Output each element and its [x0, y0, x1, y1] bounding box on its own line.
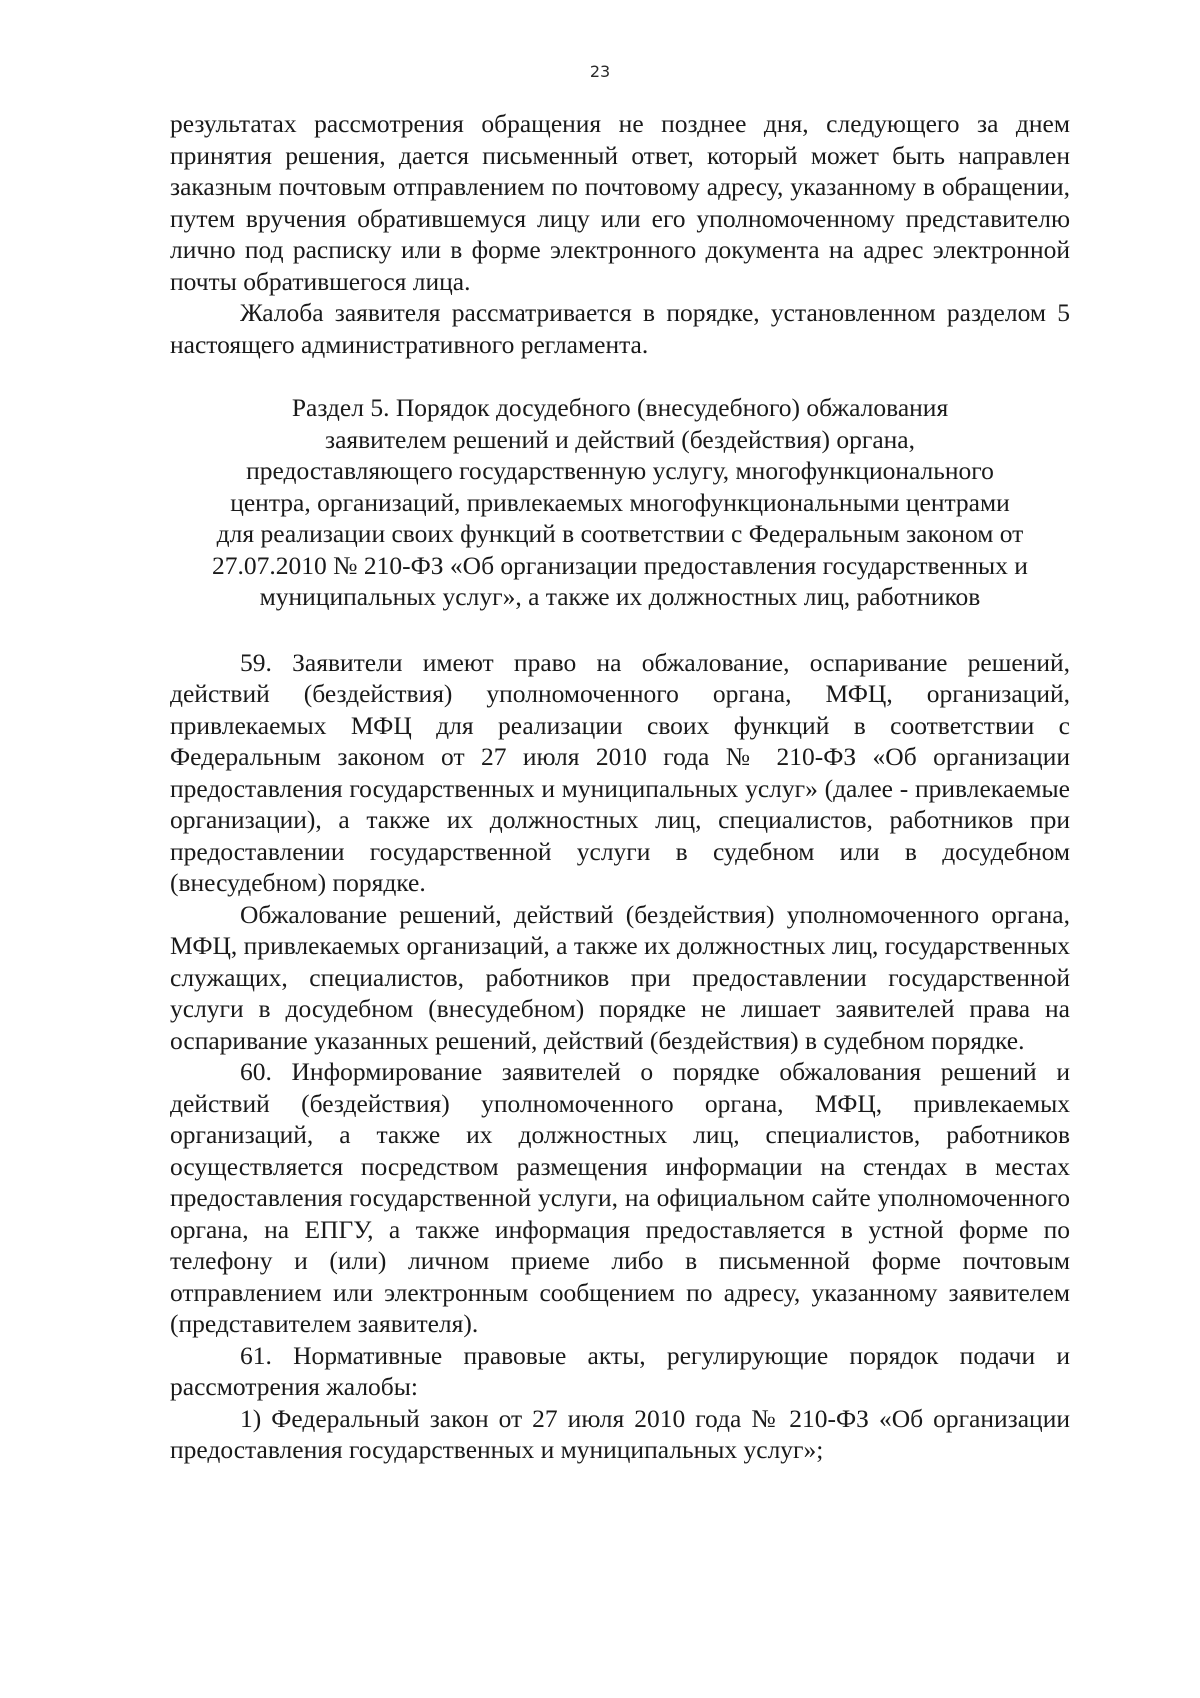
- paragraph-continuation: результатах рассмотрения обращения не позднее дня, следующего за днем принятия решения, дается письменный ответ, который может быть направлен заказным почтовым отправлением по почтовому адресу, указанному в обращении, путем вручения обратившемуся лицу или его уполномоченному представителю лично под расписку или в форме электронного документа на адрес электронной почты обратившегося лица.: [170, 109, 1070, 296]
- section-heading-line: Раздел 5. Порядок досудебного (внесудебного) обжалования: [291, 393, 949, 422]
- paragraph-60: 60. Информирование заявителей о порядке обжалования решений и действий (бездействия) уполномоченного органа, МФЦ, привлекаемых организаций, а также их должностных лиц, специалистов, работников осуществляется посредством размещения информации на стендах в местах предоставления государственной услуги, на официальном сайте уполномоченного органа, на ЕПГУ, а также информация предоставляется в устной форме по телефону и (или) личном приеме либо в письменной форме почтовым отправлением или электронным сообщением по адресу, указанному заявителем (представителем заявителя).: [170, 1057, 1070, 1338]
- section-heading-line: муниципальных услуг», а также их должностных лиц, работников: [259, 582, 981, 611]
- section-heading-line: предоставляющего государственную услугу, многофункционального: [246, 456, 994, 485]
- paragraph-appeal-rights: Обжалование решений, действий (бездействия) уполномоченного органа, МФЦ, привлекаемых организаций, а также их должностных лиц, государственных служащих, специалистов, работников при предоставлении государственной услуги в досудебном (внесудебном) порядке не лишает заявителей права на оспаривание указанных решений, действий (бездействия) в судебном порядке.: [170, 899, 1070, 1055]
- section-heading-line: для реализации своих функций в соответствии с Федеральным законом от: [216, 519, 1024, 548]
- page-content: [170, 108, 1070, 1466]
- section-heading: [170, 392, 1070, 613]
- section-heading-line: центра, организаций, привлекаемых многофункциональными центрами: [230, 487, 1010, 517]
- paragraph-59: 59. Заявители имеют право на обжалование, оспаривание решений, действий (бездействия) уполномоченного органа, МФЦ, организаций, привлекаемых МФЦ для реализации своих функций в соответствии с Федеральным законом от 27 июля 2010 года № 210-ФЗ «Об организации предоставления государственных и муниципальных услуг» (далее - привлекаемые организации), а также их должностных лиц, специалистов, работников при предоставлении государственной услуги в судебном или в досудебном (внесудебном) порядке.: [170, 647, 1070, 897]
- paragraph-complaint-procedure: Жалоба заявителя рассматривается в порядке, установленном разделом 5 настоящего административного регламента.: [170, 298, 1070, 359]
- page-number: 23: [589, 62, 611, 81]
- list-item-federal-law: 1) Федеральный закон от 27 июля 2010 года № 210-ФЗ «Об организации предоставления государственных и муниципальных услуг»;: [170, 1403, 1070, 1464]
- section-heading-line: 27.07.2010 № 210-ФЗ «Об организации предоставления государственных и: [212, 550, 1028, 580]
- paragraph-61: 61. Нормативные правовые акты, регулирующие порядок подачи и рассмотрения жалобы:: [170, 1340, 1070, 1401]
- section-heading-line: заявителем решений и действий (бездействия) органа,: [325, 424, 915, 454]
